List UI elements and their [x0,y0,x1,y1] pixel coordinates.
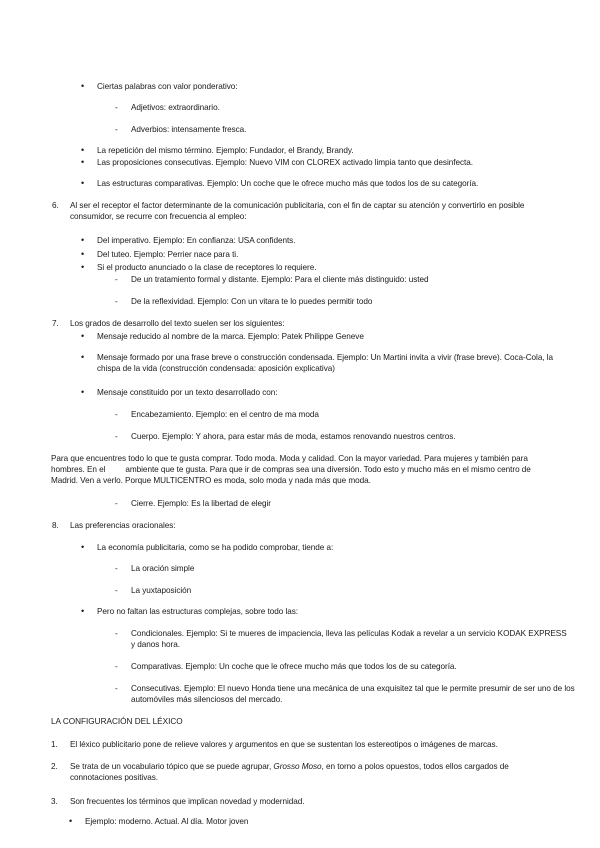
lex-text-1: El léxico publicitario pone de relieve valores y argumentos en que se sustentan los estereotipos o imágenes de marcas. [70,740,498,749]
lex-text-3: Son frecuentes los términos que implican novedad y modernidad. [70,797,305,806]
dash-heading: - Encabezamiento. Ejemplo: en el centro de ma moda [131,409,319,420]
bullet-repetition: • La repetición del mismo término. Ejemplo: Fundador, el Brandy, Brandy. [97,145,354,156]
bullet-product: • Si el producto anunciado o la clase de receptores lo requiere. [97,262,316,273]
dash-comparative: - Comparativas. Ejemplo: Un coche que le ofrece mucho más que todos los de su categoría. [131,661,457,672]
bullet-tuteo: • Del tuteo. Ejemplo: Perrier nace para ti. [97,249,238,260]
lex-number-3: 3. [51,797,58,806]
paragraph-multicentro: Para que encuentres todo lo que te gusta comprar. Todo moda. Moda y calidad. Con la mayor variedad. Para mujeres y también para hombres. En el ambiente que te gusta. Para que ir de compras sea una diversión. Todo esto y mucho más en el mismo centro de Madrid. Ven a verlo. Porque MULTICENTRO es moda, solo moda y nada más que moda. [51,454,534,485]
section-heading: LA CONFIGURACIÓN DEL LÉXICO [51,717,183,726]
dash-reflexive: - De la reflexividad. Ejemplo: Con un vitara te lo puedes permitir todo [131,296,372,307]
lex-text-2a: Se trata de un vocabulario tópico que se puede agrupar, [70,762,274,771]
dash-simple: - La oración simple [131,563,194,574]
bullet-short-phrase: • Mensaje formado por una frase breve o construcción condensada. Ejemplo: Un Martini invita a vivir (frase breve). Coca-Cola, la chispa de la vida (construcción condensada: aposición explicativa) [97,352,567,374]
bullet-example-modern: • Ejemplo: moderno. Actual. Al día. Motor joven [85,816,248,827]
dash-conditional: - Condicionales. Ejemplo: Si te mueres de impaciencia, lleva las películas Kodak a revelar a un servicio KODAK EXPRESS y danos hora. [131,628,571,650]
bullet-complex: • Pero no faltan las estructuras complejas, sobre todo las: [97,606,298,617]
bullet-comparative: • Las estructuras comparativas. Ejemplo: Un coche que le ofrece mucho más que todos los de su categoría. [97,178,478,189]
item-receptor: Al ser el receptor el factor determinante de la comunicación publicitaria, con el fin de captar su atención y convertirlo en posible consumidor, se recurre con frecuencia al empleo: [70,201,525,221]
dash-closing: - Cierre. Ejemplo: Es la libertad de elegir [131,498,271,509]
lex-text-2c: , en torno a polos opuestos, todos ellos cargados de connotaciones positivas. [70,762,509,782]
bullet-brand-name: • Mensaje reducido al nombre de la marca. Ejemplo: Patek Philippe Geneve [97,331,364,342]
bullet-consecutive: • Las proposiciones consecutivas. Ejemplo: Nuevo VIM con CLOREX activado limpia tanto que desinfecta. [97,157,473,168]
bullet-economy: • La economía publicitaria, como se ha podido comprobar, tiende a: [97,542,333,553]
dash-adjectives: - Adjetivos: extraordinario. [131,102,220,113]
dash-formal: - De un tratamiento formal y distante. Ejemplo: Para el cliente más distinguido: usted [131,274,429,285]
dash-consecutive: - Consecutivas. Ejemplo: El nuevo Honda tiene una mecánica de una exquisitez tal que le permite presumir de ser uno de los automóviles más silenciosos del mercado. [131,683,576,705]
dash-juxtaposition: - La yuxtaposición [131,585,191,596]
lex-text-2 [70,761,560,783]
lex-text-2-italic: Grosso Moso [273,762,322,771]
item-number-8: 8. [52,521,59,530]
lex-number-1: 1. [51,740,58,749]
bullet-imperative: • Del imperativo. Ejemplo: En confianza: USA confidents. [97,235,295,246]
bullet-ponderative-words: • Ciertas palabras con valor ponderativo: [97,81,238,92]
dash-body: - Cuerpo. Ejemplo: Y ahora, para estar más de moda, estamos renovando nuestros centros. [131,431,456,442]
item-text-preferences: Las preferencias oracionales: [70,521,176,530]
item-number-7: 7. [52,319,59,328]
bullet-developed-text: • Mensaje constituido por un texto desarrollado con: [97,387,277,398]
item-number-6: 6. [52,201,59,210]
item-text-grades: Los grados de desarrollo del texto suelen ser los siguientes: [70,319,285,328]
lex-number-2: 2. [51,762,58,771]
dash-adverbs: - Adverbios: intensamente fresca. [131,124,246,135]
